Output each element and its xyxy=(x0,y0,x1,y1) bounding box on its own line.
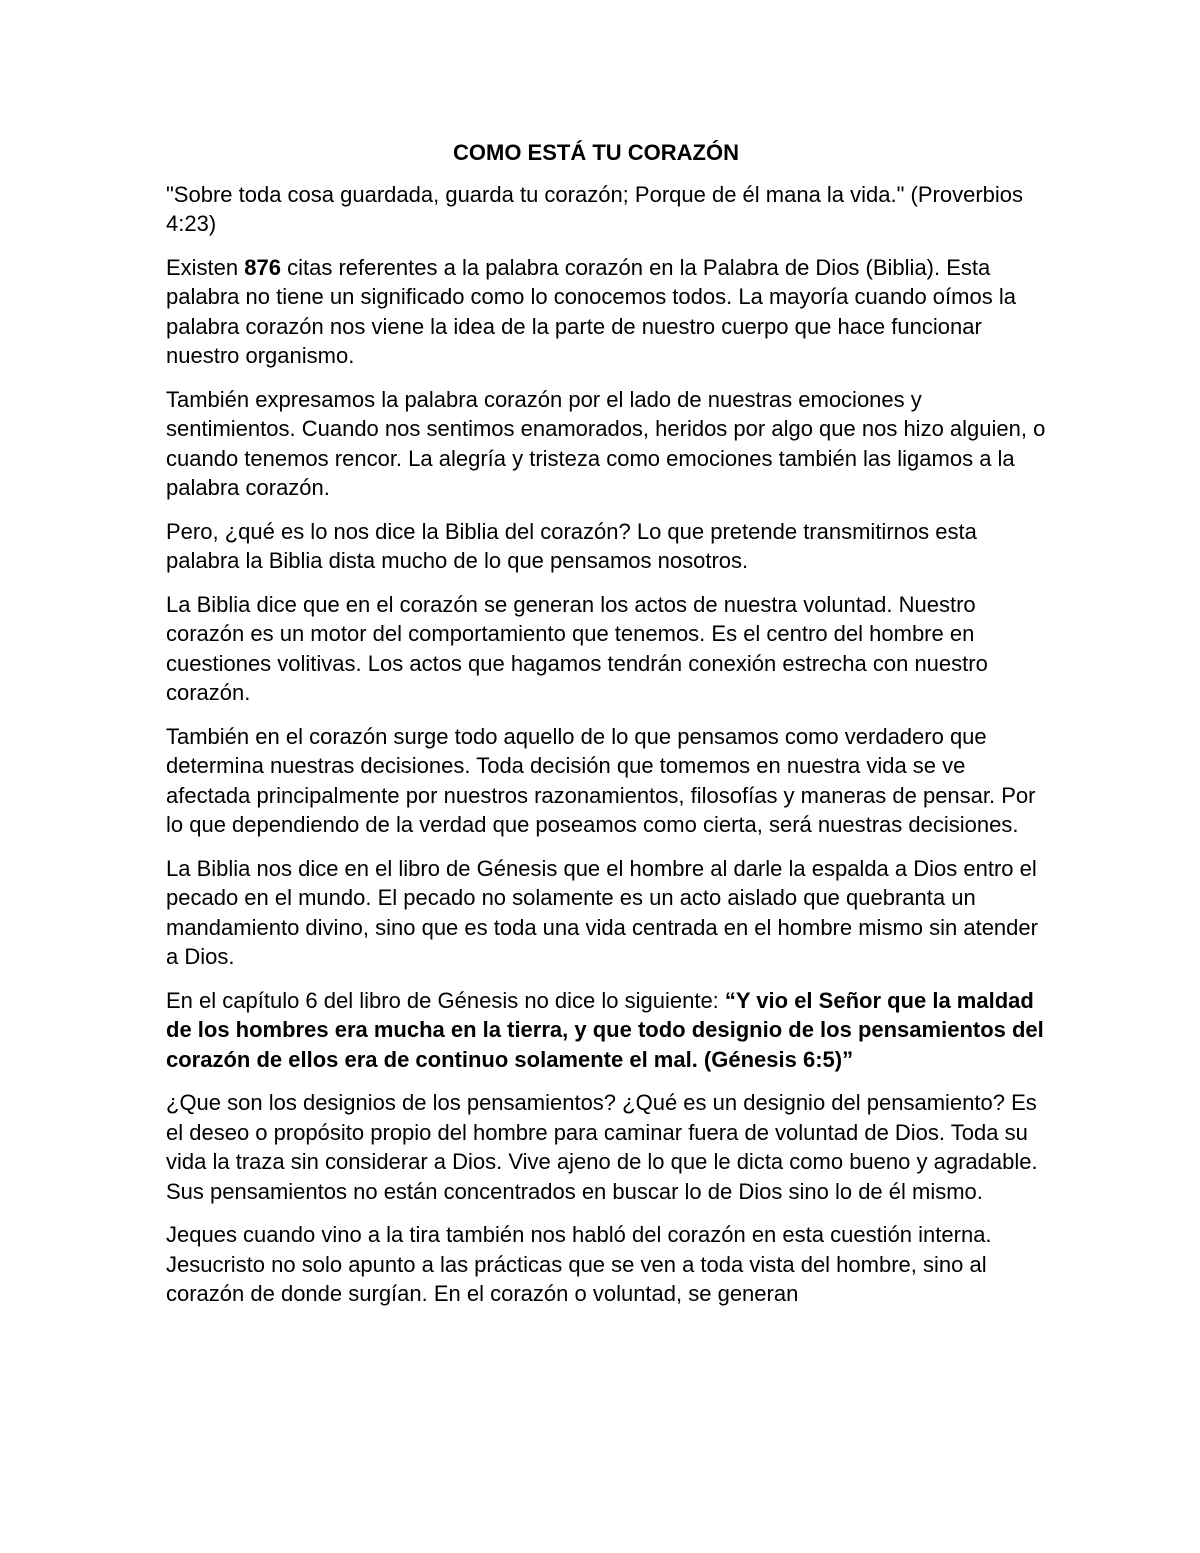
paragraph-9: Jeques cuando vino a la tira también nos habló del corazón en esta cuestión interna. Jesucristo no solo apunto a las prácticas que se ven a toda vista del hombre, sino al corazón de donde surgían. En el corazón o voluntad, se generan xyxy=(166,1222,992,1306)
document-body xyxy=(166,138,1046,1323)
citation-count: 876 xyxy=(244,254,281,280)
paragraph-6: La Biblia nos dice en el libro de Génesis que el hombre al darle la espalda a Dios entro el pecado en el mundo. El pecado no solamente es un acto aislado que quebranta un mandamiento divino, sino que es toda una vida centrada en el hombre mismo sin atender a Dios. xyxy=(166,855,1038,969)
paragraph-4: La Biblia dice que en el corazón se generan los actos de nuestra voluntad. Nuestro corazón es un motor del comportamiento que tenemos. Es el centro del hombre en cuestiones volitivas. Los actos que hagamos tendrán conexión estrecha con nuestro corazón. xyxy=(166,591,988,705)
document-title: COMO ESTÁ TU CORAZÓN xyxy=(453,140,739,165)
paragraph-7-intro: En el capítulo 6 del libro de Génesis no dice lo siguiente: xyxy=(166,987,725,1013)
epigraph-paragraph: "Sobre toda cosa guardada, guarda tu corazón; Porque de él mana la vida." (Proverbios 4:23) xyxy=(166,181,1024,236)
paragraph-1-start: Existen xyxy=(166,254,245,280)
paragraph-1-rest: citas referentes a la palabra corazón en la Palabra de Dios (Biblia). Esta palabra no tiene un significado como lo conocemos todos. La mayoría cuando oímos la palabra corazón nos viene la idea de la parte de nuestro cuerpo que hace funcionar nuestro organismo. xyxy=(166,254,1016,368)
genesis-quote: “Y vio el Señor que la maldad de los hombres era mucha en la tierra, y que todo designio de los pensamientos del corazón de ellos era de continuo solamente el mal. (Génesis 6:5)” xyxy=(166,987,1044,1072)
paragraph-3: Pero, ¿qué es lo nos dice la Biblia del corazón? Lo que pretende transmitirnos esta palabra la Biblia dista mucho de lo que pensamos nosotros. xyxy=(166,518,977,573)
paragraph-1 xyxy=(166,253,1046,371)
paragraph-2: También expresamos la palabra corazón por el lado de nuestras emociones y sentimientos. Cuando nos sentimos enamorados, heridos por algo que nos hizo alguien, o cuando tenemos rencor. La alegría y tristeza como emociones también las ligamos a la palabra corazón. xyxy=(166,386,1046,500)
paragraph-8: ¿Que son los designios de los pensamientos? ¿Qué es un designio del pensamiento? Es el deseo o propósito propio del hombre para caminar fuera de voluntad de Dios. Toda su vida la traza sin considerar a Dios. Vive ajeno de lo que le dicta como bueno y agradable. Sus pensamientos no están concentrados en buscar lo de Dios sino lo de él mismo. xyxy=(166,1090,1038,1204)
paragraph-7 xyxy=(166,986,1046,1075)
paragraph-5: También en el corazón surge todo aquello de lo que pensamos como verdadero que determina nuestras decisiones. Toda decisión que tomemos en nuestra vida se ve afectada principalmente por nuestros razonamientos, filosofías y maneras de pensar. Por lo que dependiendo de la verdad que poseamos como cierta, será nuestras decisiones. xyxy=(166,723,1036,837)
